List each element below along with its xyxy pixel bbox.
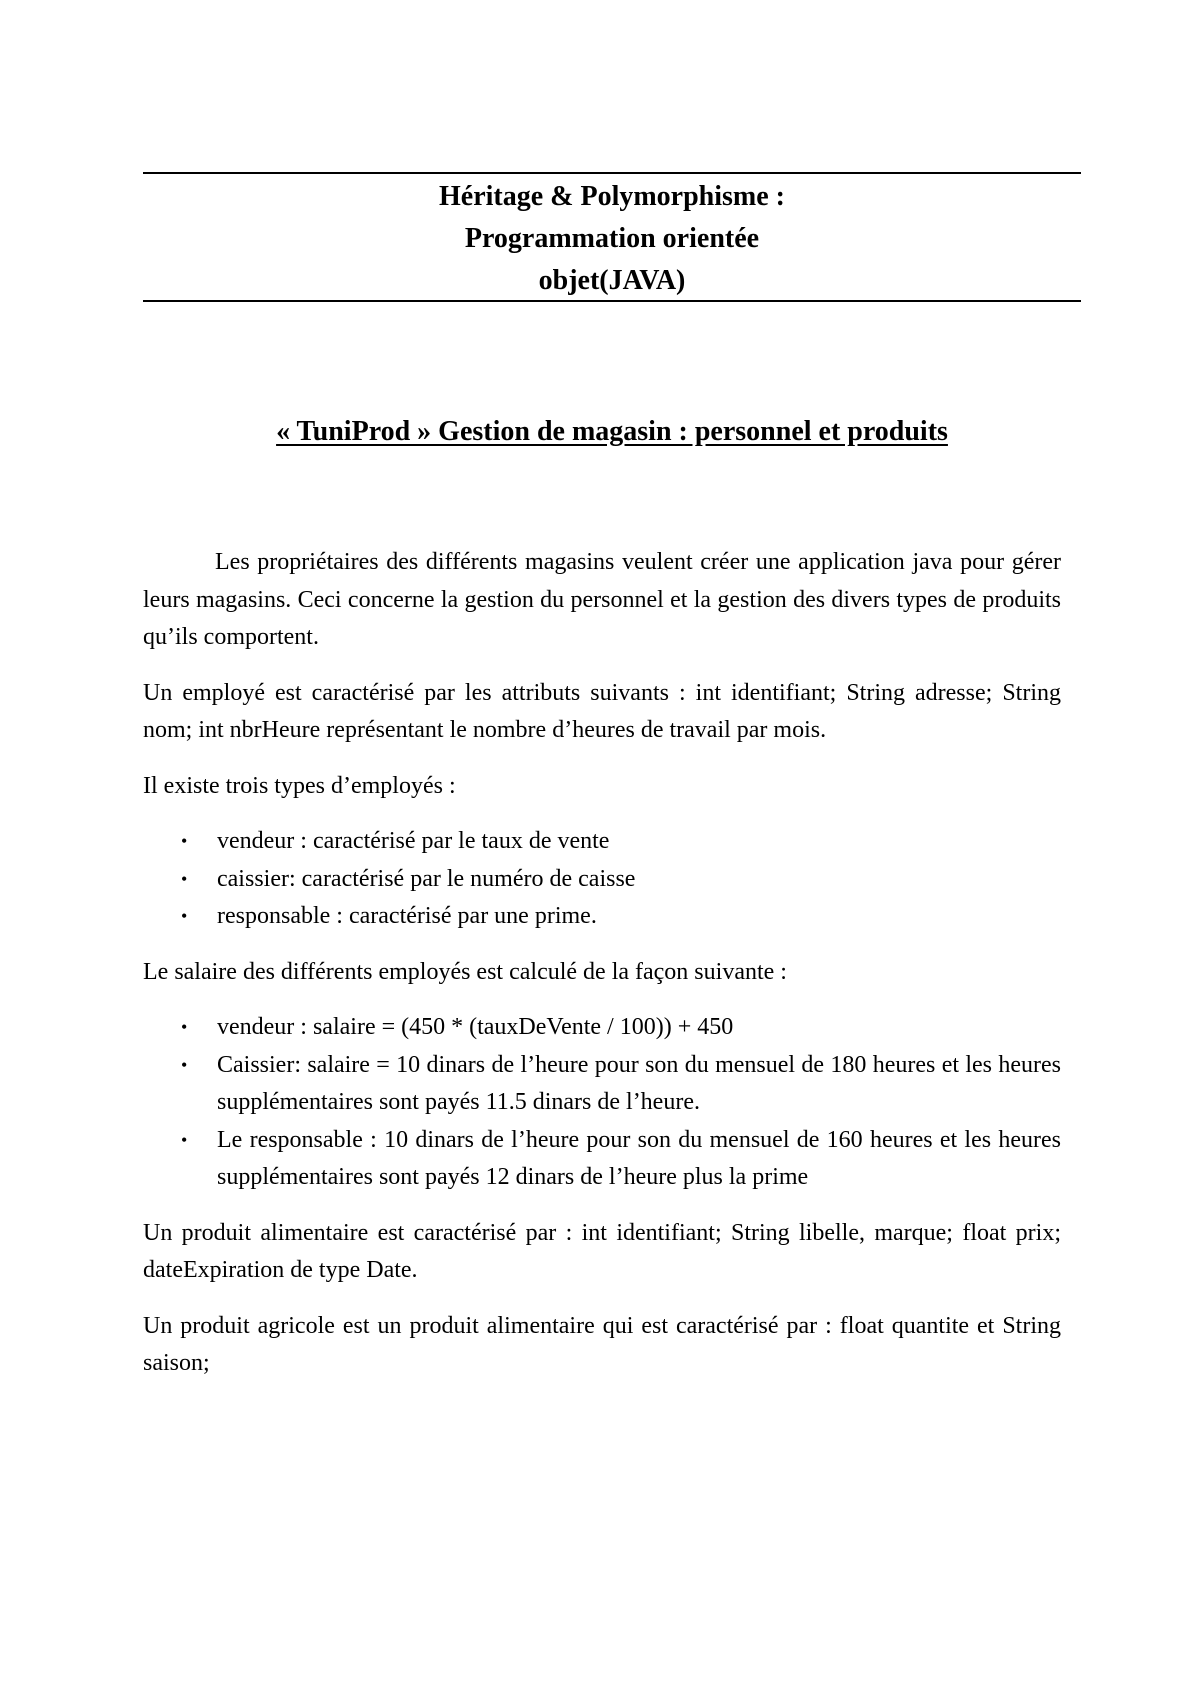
- paragraph-employe: Un employé est caractérisé par les attributs suivants : int identifiant; String adresse; String nom; int nbrHeure représentant le nombre d’heures de travail par mois.: [143, 679, 1061, 743]
- list-item-text: responsable : caractérisé par une prime.: [217, 903, 597, 929]
- paragraph-intro: Les propriétaires des différents magasins veulent créer une application java pour gérer leurs magasins. Ceci concerne la gestion du personnel et la gestion des divers types de produits qu’ils comportent.: [143, 549, 1061, 650]
- list-item-text: vendeur : caractérisé par le taux de vente: [217, 828, 610, 854]
- title-line-2: Programmation orientée: [464, 223, 760, 254]
- list-item: [143, 861, 1061, 899]
- bullet-icon: •: [181, 868, 188, 889]
- bullet-icon: •: [181, 1017, 188, 1037]
- document-title: [143, 176, 1081, 302]
- list-item: [143, 1009, 1061, 1047]
- header-bottom-rule: [143, 300, 1081, 302]
- bullet-icon: •: [181, 1129, 188, 1150]
- employee-types-list: [143, 823, 1061, 936]
- bullet-icon: •: [181, 831, 188, 851]
- list-item-text: caissier: caractérisé par le numéro de caisse: [217, 865, 636, 892]
- bullet-icon: •: [181, 906, 188, 926]
- list-item: [143, 898, 1061, 936]
- list-item: [143, 1122, 1061, 1197]
- title-line-3: objet(JAVA): [538, 265, 686, 296]
- paragraph-types-intro: Il existe trois types d’employés :: [143, 772, 456, 799]
- section-subtitle: « TuniProd » Gestion de magasin : personnel et produits: [276, 416, 948, 447]
- header-top-rule: [143, 172, 1081, 174]
- list-item-text: Le responsable : 10 dinars de l’heure pour son du mensuel de 160 heures et les heures supplémentaires sont payés 12 dinars de l’heure plus la prime: [217, 1126, 1061, 1190]
- title-line-1: Héritage & Polymorphisme :: [438, 181, 786, 212]
- paragraph-produit-alimentaire: Un produit alimentaire est caractérisé par : int identifiant; String libelle, marque; float prix; dateExpiration de type Date.: [143, 1219, 1061, 1283]
- salary-rules-list: [143, 1009, 1061, 1197]
- list-item: [143, 1047, 1061, 1122]
- list-item-text: Caissier: salaire = 10 dinars de l’heure pour son du mensuel de 180 heures et les heures supplémentaires sont payés 11.5 dinars de l’heure.: [217, 1051, 1061, 1115]
- paragraph-salaire-intro: Le salaire des différents employés est calculé de la façon suivante :: [143, 958, 787, 985]
- paragraph-produit-agricole: Un produit agricole est un produit alimentaire qui est caractérisé par : float quantite et String saison;: [143, 1312, 1061, 1376]
- list-item-text: vendeur : salaire = (450 * (tauxDeVente / 100)) + 450: [217, 1014, 734, 1040]
- document-body: [143, 544, 1061, 1401]
- list-item: [143, 823, 1061, 861]
- bullet-icon: •: [181, 1054, 188, 1075]
